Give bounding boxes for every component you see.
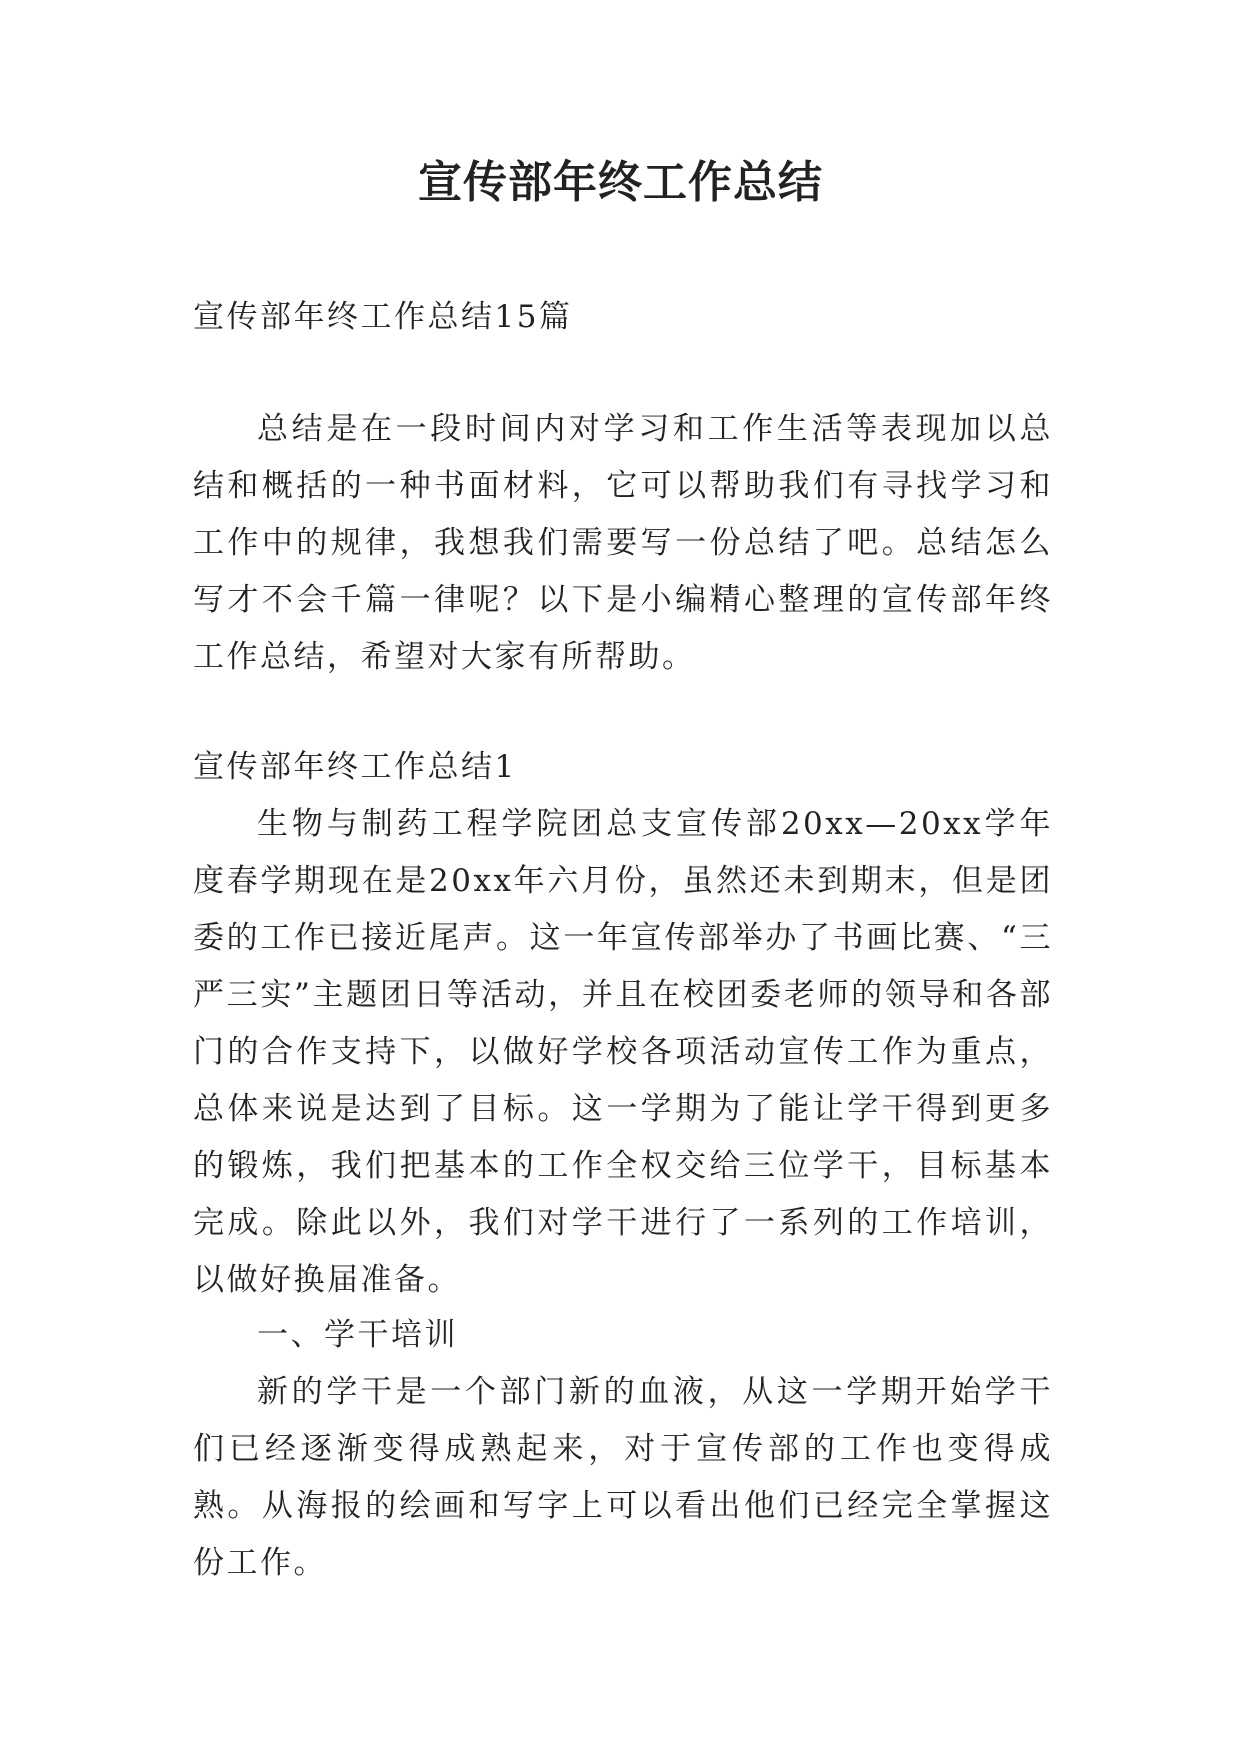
section-paragraph: 生物与制药工程学院团总支宣传部20xx—20xx学年度春学期现在是20xx年六月份，虽然还未到期末，但是团委的工作已接近尾声。这一年宣传部举办了书画比赛、“三严三实”主题团日等活动，并且在校团委老师的领导和各部门的合作支持下，以做好学校各项活动宣传工作为重点，总体来说是达到了目标。这一学期为了能让学干得到更多的锻炼，我们把基本的工作全权交给三位学干，目标基本完成。除此以外，我们对学干进行了一系列的工作培训，以做好换届准备。 <box>193 806 1053 1298</box>
document-title: 宣传部年终工作总结 <box>418 157 823 208</box>
subsection-paragraph: 新的学干是一个部门新的血液，从这一学期开始学干们已经逐渐变得成熟起来，对于宣传部的工作也变得成熟。从海报的绘画和写字上可以看出他们已经完全掌握这份工作。 <box>193 1374 1053 1581</box>
document-subtitle: 宣传部年终工作总结15篇 <box>193 299 573 335</box>
section-heading: 宣传部年终工作总结1 <box>193 749 517 785</box>
intro-paragraph: 总结是在一段时间内对学习和工作生活等表现加以总结和概括的一种书面材料，它可以帮助我们有寻找学习和工作中的规律，我想我们需要写一份总结了吧。总结怎么写才不会千篇一律呢？以下是小编精心整理的宣传部年终工作总结，希望对大家有所帮助。 <box>193 411 1053 675</box>
subsection-heading: 一、学干培训 <box>257 1317 458 1353</box>
